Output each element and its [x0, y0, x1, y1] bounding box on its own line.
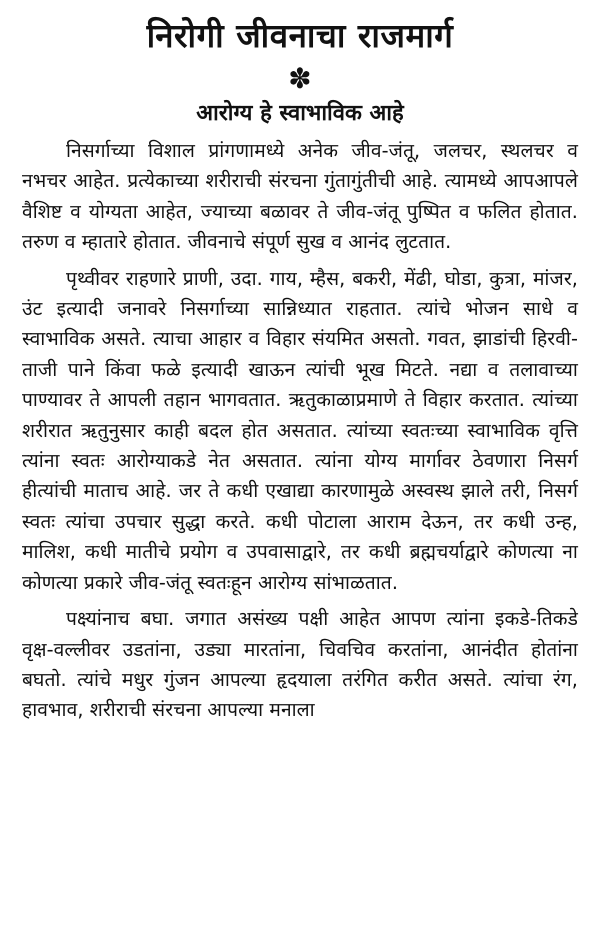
asterisk-ornament-icon: ✽ — [288, 62, 312, 95]
page-title: निरोगी जीवनाचा राजमार्ग — [146, 16, 454, 55]
paragraph-1: निसर्गाच्या विशाल प्रांगणामध्ये अनेक जीव-जंतू, जलचर, स्थलचर व नभचर आहेत. प्रत्येकाच्या शरीराची संरचना गुंतागुंतीची आहे. त्यामध्ये आपआपले वैशिष्ट व योग्यता आहेत, ज्याच्या बळावर ते जीव-जंतू पुष्पित व फलित होतात. तरुण व म्हातारे होतात. जीवनाचे संपूर्ण सुख व आनंद लुटतात. — [22, 139, 578, 254]
paragraph-3: पक्ष्यांनाच बघा. जगात असंख्य पक्षी आहेत आपण त्यांना इकडे-तिकडे वृक्ष-वल्लीवर उडतांना, उड्या मारतांना, चिवचिव करतांना, आनंदीत होतांना बघतो. त्यांचे मधुर गुंजन आपल्या हृदयाला तरंगित करीत असते. त्यांचा रंग, हावभाव, शरीराची संरचना आपल्या मनाला — [22, 607, 579, 722]
section-heading: आरोग्य हे स्वाभाविक आहे — [196, 101, 404, 126]
paragraph-2: पृथ्वीवर राहणारे प्राणी, उदा. गाय, म्हैस, बकरी, मेंढी, घोडा, कुत्रा, मांजर, उंट इत्यादी जनावरे निसर्गाच्या सान्निध्यात राहतात. त्यांचे भोजन साधे व स्वाभाविक असते. त्याचा आहार व विहार संयमित असतो. गवत, झाडांची हिरवी-ताजी पाने किंवा फळे इत्यादी खाऊन त्यांची भूख मिटते. नद्या व तलावाच्या पाण्यावर ते आपली तहान भागवतात. ऋतुकाळाप्रमाणे ते विहार करतात. त्यांच्या शरीरात ऋतुनुसार काही बदल होत असतात. त्यांच्या स्वतःच्या स्वाभाविक वृत्ति त्यांना स्वतः आरोग्याकडे नेत असतात. त्यांना योग्य मार्गावर ठेवणारा निसर्ग हीत्यांची माताच आहे. जर ते कधी एखाद्या कारणामुळे अस्वस्थ झाले तरी, निसर्ग स्वतः त्यांचा उपचार सुद्धा करते. कधी पोटाला आराम देऊन, तर कधी उन्ह, मालिश, कधी मातीचे प्रयोग व उपवासाद्वारे, तर कधी ब्रह्मचर्याद्वारे कोणत्या ना कोणत्या प्रकारे जीव-जंतू स्वतःहून आरोग्य सांभाळतात. — [22, 266, 578, 594]
